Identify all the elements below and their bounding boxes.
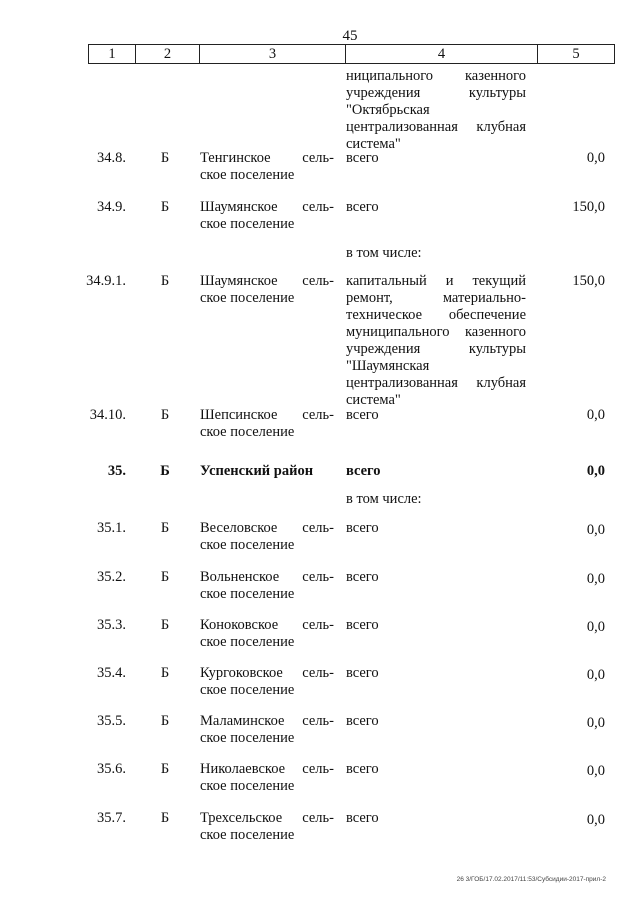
row-number: 34.10. bbox=[89, 407, 126, 423]
row-value: 0,0 bbox=[586, 463, 605, 479]
row-category: Б bbox=[160, 150, 170, 166]
row-name: Шаумянское сель- ское поселение bbox=[200, 273, 334, 306]
row-value: 0,0 bbox=[586, 715, 605, 731]
row-description: всего bbox=[346, 199, 379, 215]
footer-stamp: 26 3/ГОБ/17.02.2017/11:53/Субсидии-2017-прил-2 bbox=[456, 876, 606, 883]
row-category: Б bbox=[160, 520, 170, 536]
row-description: всего bbox=[346, 761, 379, 777]
row-value: 0,0 bbox=[586, 812, 605, 828]
row-number: 35.3. bbox=[97, 617, 126, 633]
row-description: всего bbox=[346, 810, 379, 826]
row-number: 35.5. bbox=[97, 713, 126, 729]
row-name: Веселовское сель- ское поселение bbox=[200, 520, 334, 553]
header-col-5: 5 bbox=[572, 46, 580, 62]
header-col-4: 4 bbox=[346, 45, 538, 63]
row-number: 35. bbox=[107, 463, 126, 479]
row-value: 0,0 bbox=[586, 763, 605, 779]
row-category: Б bbox=[160, 665, 170, 681]
row-description: всего bbox=[346, 407, 379, 423]
row-name: Кургоковское сель- ское поселение bbox=[200, 665, 334, 698]
row-description: всего bbox=[346, 463, 381, 479]
table-header-row bbox=[88, 44, 615, 64]
row-category: Б bbox=[160, 407, 170, 423]
row-value: 0,0 bbox=[586, 407, 605, 423]
row-name: Шаумянское сель- ское поселение bbox=[200, 199, 334, 232]
row-number: 35.6. bbox=[97, 761, 126, 777]
row-category: Б bbox=[160, 713, 170, 729]
row-description: в том числе: bbox=[346, 245, 422, 261]
row-name: Вольненское сель- ское поселение bbox=[200, 569, 334, 602]
row-value: 0,0 bbox=[586, 571, 605, 587]
row-category: Б bbox=[160, 569, 170, 585]
row-description: всего bbox=[346, 150, 379, 166]
row-category: Б bbox=[160, 810, 170, 826]
continuation-text: ниципального казенного учреждения культуры "Октябрьская централизованная клубная система" bbox=[346, 68, 526, 152]
row-description: всего bbox=[346, 520, 379, 536]
row-name: Успенский район bbox=[200, 463, 314, 479]
row-description: всего bbox=[346, 665, 379, 681]
row-description: всего bbox=[346, 569, 379, 585]
row-name: Коноковское сель- ское поселение bbox=[200, 617, 334, 650]
row-value: 0,0 bbox=[586, 522, 605, 538]
row-name: Николаевское сель- ское поселение bbox=[200, 761, 334, 794]
row-number: 35.4. bbox=[97, 665, 126, 681]
row-value: 0,0 bbox=[586, 150, 605, 166]
row-description: в том числе: bbox=[346, 491, 422, 507]
row-name: Маламинское сель- ское поселение bbox=[200, 713, 334, 746]
row-description: капитальный и текущий ремонт, материально-техническое обеспечение муниципального казенного учреждения культуры "Шаумянская централизованная клубная система" bbox=[346, 273, 526, 408]
row-name: Тенгинское сель- ское поселение bbox=[200, 150, 334, 183]
row-number: 34.9.1. bbox=[86, 273, 126, 289]
header-col-2: 2 bbox=[136, 45, 200, 63]
row-category: Б bbox=[160, 273, 170, 289]
row-number: 35.7. bbox=[97, 810, 126, 826]
row-category: Б bbox=[160, 199, 170, 215]
header-col-3: 3 bbox=[200, 45, 346, 63]
page-number: 45 bbox=[342, 28, 358, 44]
row-value: 0,0 bbox=[586, 667, 605, 683]
row-name: Шепсинское сель- ское поселение bbox=[200, 407, 334, 440]
row-number: 34.8. bbox=[97, 150, 126, 166]
row-value: 150,0 bbox=[572, 273, 605, 289]
row-number: 35.1. bbox=[97, 520, 126, 536]
row-description: всего bbox=[346, 713, 379, 729]
row-category: Б bbox=[160, 463, 170, 479]
row-category: Б bbox=[160, 617, 170, 633]
row-number: 35.2. bbox=[97, 569, 126, 585]
row-value: 150,0 bbox=[572, 199, 605, 215]
row-name: Трехсельское сель- ское поселение bbox=[200, 810, 334, 843]
row-description: всего bbox=[346, 617, 379, 633]
row-number: 34.9. bbox=[97, 199, 126, 215]
header-col-1: 1 bbox=[89, 45, 136, 63]
row-value: 0,0 bbox=[586, 619, 605, 635]
row-category: Б bbox=[160, 761, 170, 777]
